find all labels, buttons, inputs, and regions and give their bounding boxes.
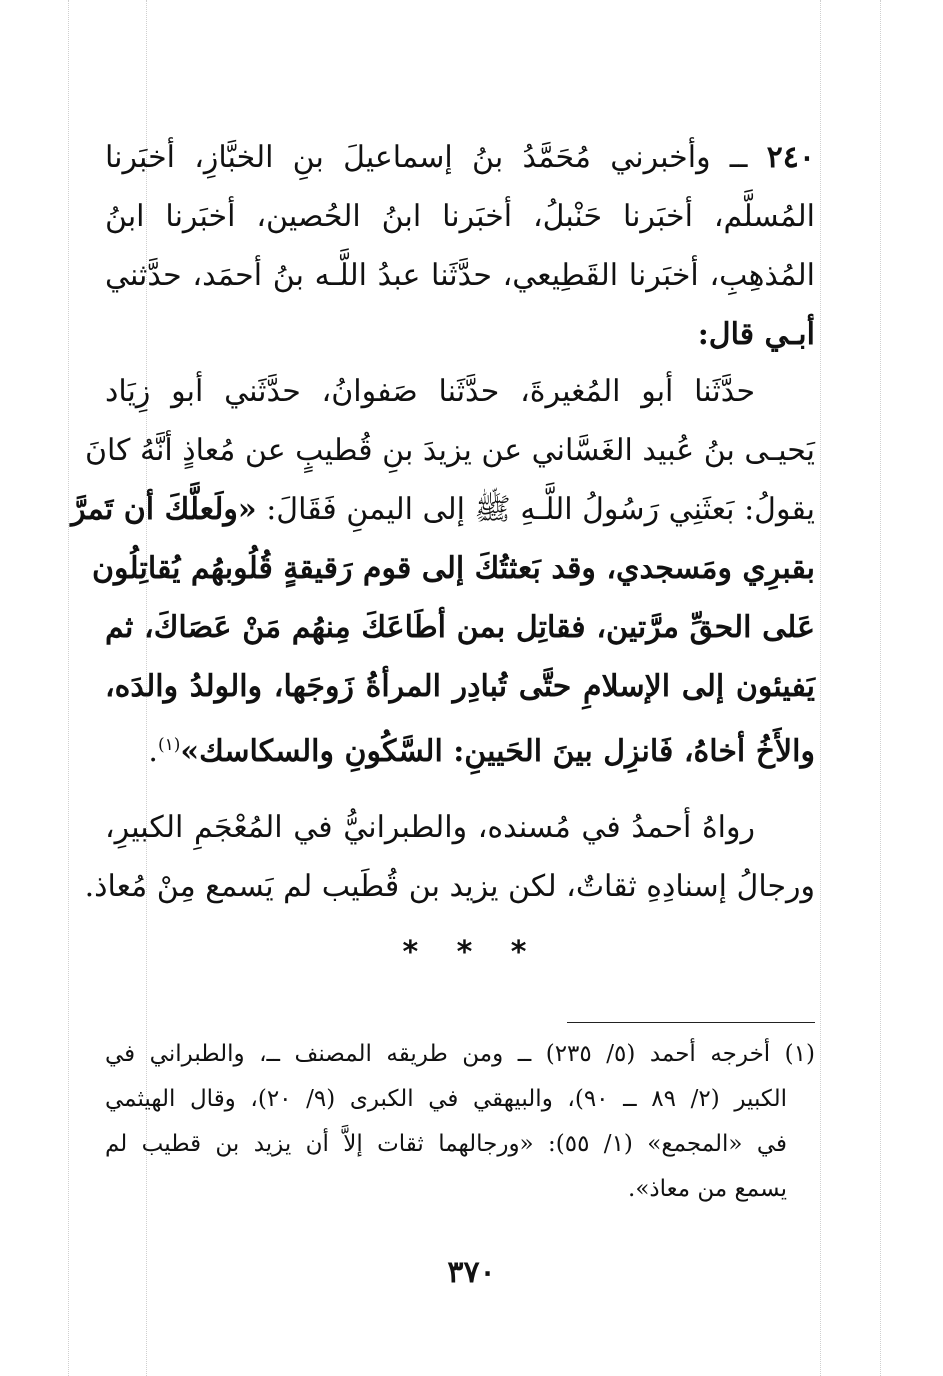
scan-dot-column [68, 0, 69, 1376]
scan-dot-column [880, 0, 881, 1376]
hadith-240-commentary [84, 798, 815, 916]
footnote-line-2: الكبير (٢/ ٨٩ ــ ٩٠)، والبيهقي في الكبرى (٩/ ٢٠)، وقال الهيثمي [105, 1086, 788, 1112]
section-separator: * * * [402, 935, 541, 970]
page-number: ٣٧٠ [447, 1255, 496, 1290]
scan-dot-column [820, 0, 821, 1376]
matn-line-1: بقبرِي ومَسجدي، وقد بَعثتُكَ إلى قوم رَقيقةٍ قُلُوبهُم يُقاتِلُون [92, 551, 815, 586]
commentary-line-1: رواهُ أحمدُ في مُسنده، والطبرانيُّ في المُعْجَمِ الكبيرِ، [105, 810, 755, 845]
commentary-line-2: ورجالُ إسنادِهِ ثقاتٌ، لكن يزيد بن قُطَيب لم يَسمع مِنْ مُعاذ. [84, 869, 815, 904]
end-mark: . [148, 734, 158, 769]
footnote-line-3: في «المجمع» (١/ ٥٥): «ورجالهما ثقات إلاَّ أن يزيد بن قطيب لم [105, 1131, 788, 1157]
matn-line-3: يَفيئون إلى الإسلامِ حتَّى تُبادِر المرأةُ زَوجَها، والولدُ والدَه، [105, 669, 815, 704]
isnad-line-1: حدَّثَنا أبو المُغيرةَ، حدَّثَنا صَفوانُ، حدَّثَني أبو زِيَاد [105, 374, 755, 409]
footnote-rule [567, 1022, 815, 1023]
intro-line-4: أبـي قال: [697, 317, 815, 352]
isnad-line-2: يَحيـى بنُ عُبيد الغَسَّاني عن يزيدَ بنِ قُطيبٍ عن مُعاذٍ أنَّهُ كانَ [85, 433, 815, 468]
intro-line-2: المُسلَّم، أخبَرنا حَنْبلُ، أخبَرنا ابنُ الحُصين، أخبَرنا ابنُ [105, 199, 815, 234]
matn-start: «ولَعلَّكَ أن تَمرَّ [71, 492, 257, 527]
footnote-line-1: (١) أخرجه أحمد (٥/ ٢٣٥) ــ ومن طريقه المصنف ــ، والطبراني في [105, 1041, 815, 1067]
footnote-line-4: يسمع من معاذ». [628, 1176, 787, 1202]
footnote-reference: (١) [157, 735, 181, 755]
isnad-line-3: يقولُ: بَعثَنِي رَسُولُ اللَّـهِ ﷺ إلى اليمنِ فَقَالَ: [266, 492, 815, 527]
intro-line-3: المُذهِبِ، أخبَرنا القَطِيعي، حدَّثَنا عبدُ اللَّـه بنُ أحمَد، حدَّثني [105, 258, 815, 293]
matn-line-2: عَلى الحقِّ مرَّتين، فقاتِل بمن أطَاعَكَ مِنهُم مَنْ عَصَاكَ، ثم [105, 610, 815, 645]
hadith-number: ٢٤٠ [766, 140, 815, 175]
footnote [105, 1032, 815, 1212]
hadith-240-body [71, 362, 815, 781]
matn-line-4: والأَخُ أخاهُ، فَانزِل بينَ الحَيينِ: السَّكُونِ والسكاسك» [180, 734, 815, 769]
intro-line-1: ــ وأخبرني مُحَمَّدُ بنُ إسماعيلَ بنِ الخبَّازِ، أخبَرنا [105, 140, 748, 175]
hadith-240-intro [105, 128, 815, 364]
